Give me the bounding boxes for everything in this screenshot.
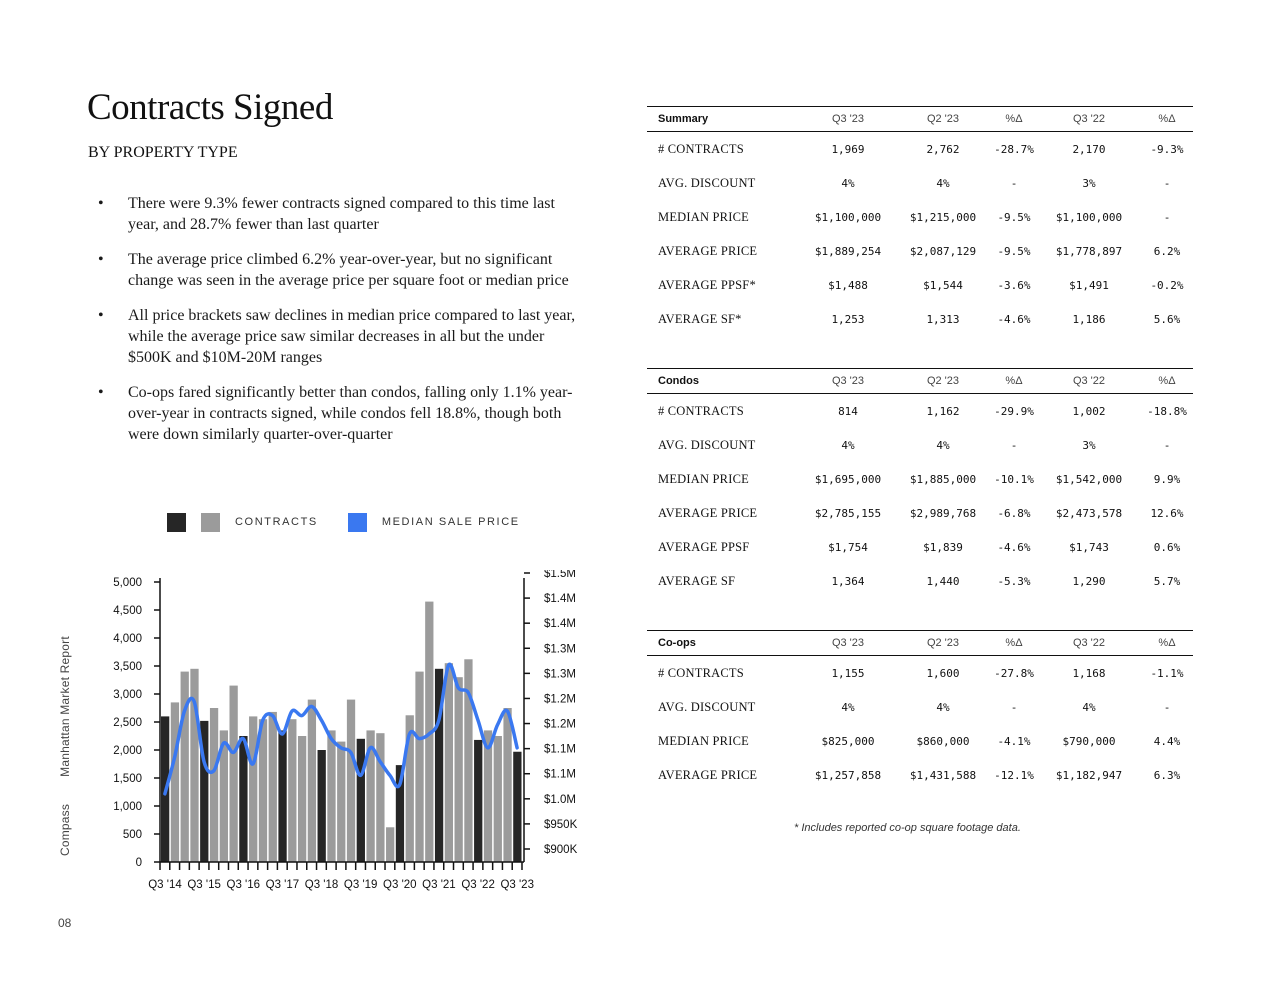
contracts-bar xyxy=(376,733,384,862)
table-cell: $1,215,000 xyxy=(909,210,977,224)
table-cell: -10.1% xyxy=(994,472,1034,486)
table-cell: $1,839 xyxy=(923,540,963,554)
table-cell: 3% xyxy=(1082,176,1096,190)
highlight-item xyxy=(88,193,578,235)
contracts-bar xyxy=(474,740,482,862)
table-cell: 1,253 xyxy=(831,312,865,326)
table-cell: - xyxy=(1163,438,1171,452)
contracts-bar xyxy=(386,827,394,862)
row-label: AVERAGE PRICE xyxy=(658,505,758,520)
column-header: Q3 '22 xyxy=(1072,375,1106,387)
contracts-bar xyxy=(298,736,306,862)
table-row xyxy=(647,462,1193,496)
footnote: * Includes reported co-op square footage data. xyxy=(794,822,1021,834)
column-header: Q2 '23 xyxy=(926,113,960,125)
table-row xyxy=(647,200,1193,234)
contracts-bar xyxy=(347,700,355,862)
table-cell: 1,002 xyxy=(1072,404,1106,418)
contracts-bar xyxy=(210,708,218,862)
table-cell: $1,431,588 xyxy=(909,768,977,782)
table-cell: -9.5% xyxy=(997,210,1031,224)
table-cell: 0.6% xyxy=(1153,540,1181,554)
table-cell: 4% xyxy=(841,438,855,452)
table-cell: 1,162 xyxy=(926,404,960,418)
table-cell: 6.2% xyxy=(1153,244,1181,258)
contracts-bar xyxy=(503,708,511,862)
table-cell: 814 xyxy=(838,404,858,418)
page-number: 08 xyxy=(58,916,72,930)
row-label: AVERAGE SF* xyxy=(658,311,742,326)
table-cell: $790,000 xyxy=(1062,734,1116,748)
contracts-bar xyxy=(229,686,237,862)
table-cell: - xyxy=(1163,700,1171,714)
table-cell: 4% xyxy=(841,700,855,714)
y-left-tick-label: 0 xyxy=(135,857,142,869)
table-cell: 4% xyxy=(841,176,855,190)
y-left-tick-label: 5,000 xyxy=(113,577,142,589)
contracts-bar xyxy=(455,677,463,862)
contracts-bar xyxy=(484,730,492,862)
legend-gray-swatch xyxy=(201,513,220,532)
row-label: MEDIAN PRICE xyxy=(658,471,749,486)
highlight-text: All price brackets saw declines in median price compared to last year, while the average price saw similar decreases in all but the under $500K and $10M-20M ranges xyxy=(128,307,576,366)
contracts-bar xyxy=(445,663,453,862)
highlight-text: Co-ops fared significantly better than condos, falling only 1.1% year-over-year in contracts signed, while condos fell 18.8%, though both were down similarly quarter-over-quarter xyxy=(128,384,573,443)
bullet-icon: • xyxy=(98,251,104,268)
table-cell: $1,695,000 xyxy=(814,472,882,486)
column-header: %Δ xyxy=(1158,113,1176,125)
report-label: Manhattan Market Report xyxy=(58,636,72,777)
contracts-bar xyxy=(278,730,286,862)
x-tick-label: Q3 '15 xyxy=(187,879,221,891)
table-cell: -9.5% xyxy=(997,244,1031,258)
highlight-item xyxy=(88,249,578,291)
table-cell: $1,778,897 xyxy=(1055,244,1123,258)
table-row xyxy=(647,564,1193,598)
legend-blue-swatch xyxy=(348,513,367,532)
y-right-tick-label: $1.4M xyxy=(544,593,576,606)
table-cell: $1,182,947 xyxy=(1055,768,1123,782)
table-cell: 2,170 xyxy=(1072,142,1106,156)
y-right-tick-label: $1.2M xyxy=(544,718,576,731)
table-cell: 4% xyxy=(936,176,950,190)
table-cell: 3% xyxy=(1082,438,1096,452)
contracts-bar xyxy=(337,742,345,862)
table-cell: $1,743 xyxy=(1069,540,1109,554)
y-right-tick-label: $1.2M xyxy=(544,693,576,706)
highlight-text: The average price climbed 6.2% year-over-year, but no significant change was seen in the average price per square foot or median price xyxy=(128,251,569,289)
table-cell: $1,889,254 xyxy=(814,244,882,258)
table-cell: 1,364 xyxy=(831,574,865,588)
y-right-tick-label: $1.4M xyxy=(544,618,576,631)
legend-dark-swatch xyxy=(167,513,186,532)
table-cell: - xyxy=(1163,210,1171,224)
table-cell: -6.8% xyxy=(997,506,1031,520)
table-cell: 1,155 xyxy=(831,666,865,680)
column-header: Q3 '23 xyxy=(831,375,865,387)
bullet-icon: • xyxy=(98,384,104,401)
table-row xyxy=(647,234,1193,268)
table-cell: $1,491 xyxy=(1069,278,1109,292)
bullet-icon: • xyxy=(98,307,104,324)
page-title: Contracts Signed xyxy=(87,87,333,128)
table-cell: $1,257,858 xyxy=(814,768,882,782)
column-header: Q2 '23 xyxy=(926,637,960,649)
table-row xyxy=(647,530,1193,564)
row-label: MEDIAN PRICE xyxy=(658,209,749,224)
table-cell: 4% xyxy=(936,700,950,714)
y-right-tick-label: $1.3M xyxy=(544,643,576,656)
table-cell: -4.6% xyxy=(997,312,1031,326)
table-cell: 12.6% xyxy=(1150,506,1184,520)
table-condos xyxy=(647,368,1193,598)
table-cell: -4.6% xyxy=(997,540,1031,554)
table-cell: 1,313 xyxy=(926,312,960,326)
table-cell: 4.4% xyxy=(1153,734,1181,748)
table-cell: 1,969 xyxy=(831,142,865,156)
table-row xyxy=(647,656,1193,690)
x-tick-label: Q3 '19 xyxy=(343,879,378,891)
table-cell: -0.2% xyxy=(1150,278,1184,292)
table-cell: $2,989,768 xyxy=(909,506,977,520)
y-left-tick-label: 3,000 xyxy=(113,689,142,701)
row-label: AVERAGE SF xyxy=(658,573,736,588)
contracts-bar xyxy=(171,702,179,862)
table-cell: $2,087,129 xyxy=(909,244,977,258)
table-cell: 4% xyxy=(1082,700,1096,714)
x-tick-label: Q3 '23 xyxy=(500,879,534,891)
x-tick-label: Q3 '16 xyxy=(226,879,261,891)
y-right-tick-label: $950K xyxy=(544,818,578,831)
table-cell: 1,600 xyxy=(926,666,960,680)
table-cell: - xyxy=(1010,700,1018,714)
column-header: %Δ xyxy=(1005,375,1023,387)
y-left-tick-label: 1,000 xyxy=(113,801,142,813)
table-title: Condos xyxy=(658,375,699,387)
column-header: %Δ xyxy=(1158,637,1176,649)
table-summary xyxy=(647,106,1193,336)
row-label: # CONTRACTS xyxy=(658,665,744,680)
contracts-bar xyxy=(239,736,247,862)
contracts-bar xyxy=(415,672,423,862)
row-label: AVG. DISCOUNT xyxy=(658,437,756,452)
contracts-bar xyxy=(327,730,335,862)
table-cell: $1,488 xyxy=(828,278,868,292)
y-left-tick-label: 4,500 xyxy=(113,605,142,617)
table-row xyxy=(647,132,1193,166)
x-tick-label: Q3 '20 xyxy=(383,879,417,891)
contracts-bar xyxy=(357,739,365,862)
column-header: Q3 '23 xyxy=(831,113,865,125)
highlight-item xyxy=(88,382,578,445)
contracts-bar xyxy=(288,719,296,862)
table-row xyxy=(647,758,1193,792)
contracts-bar xyxy=(269,712,277,862)
contracts-bar xyxy=(249,716,257,862)
table-cell: 9.9% xyxy=(1153,472,1181,486)
table-cell: 5.7% xyxy=(1153,574,1181,588)
contracts-bar xyxy=(318,750,326,862)
y-left-tick-label: 2,000 xyxy=(113,745,142,757)
contracts-bar xyxy=(308,700,316,862)
column-header: %Δ xyxy=(1005,637,1023,649)
y-right-tick-label: $900K xyxy=(544,844,578,856)
row-label: MEDIAN PRICE xyxy=(658,733,749,748)
table-header xyxy=(647,630,1193,656)
x-tick-label: Q3 '21 xyxy=(422,879,456,891)
table-cell: - xyxy=(1010,438,1018,452)
highlights-list xyxy=(88,193,578,459)
y-left-tick-label: 1,500 xyxy=(113,773,142,785)
column-header: %Δ xyxy=(1158,375,1176,387)
table-cell: 4% xyxy=(936,438,950,452)
table-cell: -18.8% xyxy=(1147,404,1187,418)
column-header: Q3 '22 xyxy=(1072,113,1106,125)
column-header: %Δ xyxy=(1005,113,1023,125)
contracts-chart xyxy=(100,570,600,900)
table-cell: - xyxy=(1010,176,1018,190)
vertical-report-label xyxy=(58,636,72,856)
table-title: Co-ops xyxy=(658,637,696,649)
row-label: # CONTRACTS xyxy=(658,403,744,418)
y-right-tick-label: $1.5M xyxy=(544,570,576,580)
table-row xyxy=(647,428,1193,462)
page-subtitle: BY PROPERTY TYPE xyxy=(88,144,238,161)
table-cell: $1,100,000 xyxy=(1055,210,1123,224)
row-label: AVERAGE PRICE xyxy=(658,243,758,258)
table-row xyxy=(647,166,1193,200)
table-cell: $1,542,000 xyxy=(1055,472,1123,486)
row-label: AVERAGE PPSF xyxy=(658,539,750,554)
row-label: AVG. DISCOUNT xyxy=(658,699,756,714)
table-cell: $1,754 xyxy=(828,540,868,554)
table-row xyxy=(647,690,1193,724)
y-left-tick-label: 500 xyxy=(122,829,142,841)
table-cell: $1,100,000 xyxy=(814,210,882,224)
highlight-item xyxy=(88,305,578,368)
x-tick-label: Q3 '14 xyxy=(148,879,182,891)
table-cell: -4.1% xyxy=(997,734,1031,748)
row-label: AVG. DISCOUNT xyxy=(658,175,756,190)
table-cell: $1,544 xyxy=(923,278,963,292)
table-cell: -12.1% xyxy=(994,768,1034,782)
table-cell: 1,186 xyxy=(1072,312,1106,326)
legend-contracts-label: CONTRACTS xyxy=(235,516,318,528)
table-cell: $860,000 xyxy=(916,734,970,748)
column-header: Q3 '23 xyxy=(831,637,865,649)
table-row xyxy=(647,394,1193,428)
y-right-tick-label: $1.1M xyxy=(544,743,576,756)
x-tick-label: Q3 '22 xyxy=(461,879,495,891)
column-header: Q3 '22 xyxy=(1072,637,1106,649)
row-label: AVERAGE PPSF* xyxy=(658,277,756,292)
table-cell: 1,168 xyxy=(1072,666,1106,680)
table-cell: $825,000 xyxy=(821,734,875,748)
y-left-tick-label: 4,000 xyxy=(113,633,142,645)
table-cell: 5.6% xyxy=(1153,312,1181,326)
x-tick-label: Q3 '18 xyxy=(304,879,339,891)
y-left-tick-label: 3,500 xyxy=(113,661,142,673)
table-cell: -29.9% xyxy=(994,404,1034,418)
row-label: # CONTRACTS xyxy=(658,141,744,156)
table-row xyxy=(647,268,1193,302)
y-right-tick-label: $1.3M xyxy=(544,668,576,681)
chart-legend xyxy=(167,512,520,532)
table-title: Summary xyxy=(658,113,709,125)
table-cell: -27.8% xyxy=(994,666,1034,680)
table-cell: -9.3% xyxy=(1150,142,1184,156)
bullet-icon: • xyxy=(98,195,104,212)
table-cell: -1.1% xyxy=(1150,666,1184,680)
table-cell: $1,885,000 xyxy=(909,472,977,486)
table-cell: 2,762 xyxy=(926,142,960,156)
legend-median-label: MEDIAN SALE PRICE xyxy=(381,516,520,528)
x-tick-label: Q3 '17 xyxy=(265,879,300,891)
table-cell: 1,440 xyxy=(926,574,960,588)
table-co-ops xyxy=(647,630,1193,792)
contracts-bar xyxy=(513,752,521,862)
y-right-tick-label: $1.0M xyxy=(544,793,576,806)
y-left-tick-label: 2,500 xyxy=(113,717,142,729)
table-row xyxy=(647,724,1193,758)
brand-label: Compass xyxy=(58,803,72,856)
table-cell: -3.6% xyxy=(997,278,1031,292)
table-row xyxy=(647,496,1193,530)
table-cell: $2,785,155 xyxy=(814,506,882,520)
table-row xyxy=(647,302,1193,336)
table-cell: -28.7% xyxy=(994,142,1034,156)
row-label: AVERAGE PRICE xyxy=(658,767,758,782)
table-cell: -5.3% xyxy=(997,574,1031,588)
table-cell: 6.3% xyxy=(1153,768,1181,782)
table-cell: 1,290 xyxy=(1072,574,1106,588)
contracts-bar xyxy=(494,736,502,862)
table-cell: - xyxy=(1163,176,1171,190)
y-right-tick-label: $1.1M xyxy=(544,768,576,781)
column-header: Q2 '23 xyxy=(926,375,960,387)
table-header xyxy=(647,368,1193,394)
table-header xyxy=(647,106,1193,132)
highlight-text: There were 9.3% fewer contracts signed compared to this time last year, and 28.7% fewer than last quarter xyxy=(128,195,555,233)
table-cell: $2,473,578 xyxy=(1055,506,1123,520)
